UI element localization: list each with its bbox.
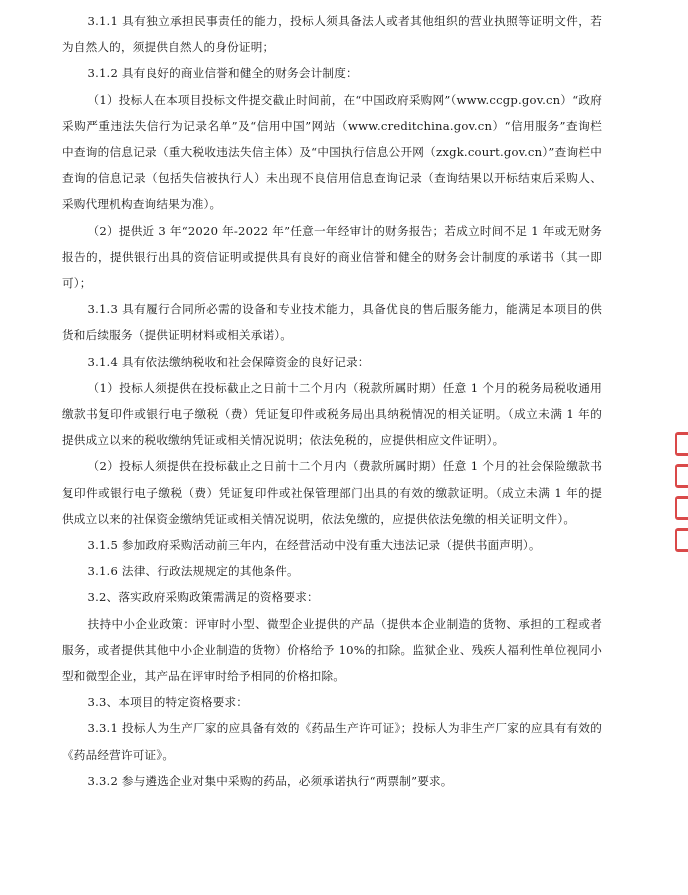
paragraph-3-1-4: 3.1.4 具有依法缴纳税收和社会保障资金的良好记录：: [87, 354, 370, 369]
paragraph-3-2: 3.2、落实政府采购政策需满足的资格要求：: [87, 590, 319, 605]
paragraph-3-1-2-item-1: （1）投标人在本项目投标文件提交截止时间前，在“中国政府采购网”（www.ccgp.gov.cn）“政府采购严重违法失信行为记录名单”及“信用中国”网站（www.creditchina.gov.cn）“信用服务”查询栏中查询的信息记录（重大税收违法失信主体）及“中国执行信息公开网（zxgk.court.gov.cn）”查询栏中查询的信息记录（包括失信被执行人）未出现不良信用信息查询记录（查询结果以开标结束后采购人、采购代理机构查询结果为准）。: [62, 92, 602, 212]
paragraph-3-3-1: 3.3.1 投标人为生产厂家的应具备有效的《药品生产许可证》；投标人为非生产厂家的应具有有效的《药品经营许可证》。: [62, 721, 602, 762]
paragraph-3-1-2: 3.1.2 具有良好的商业信誉和健全的财务会计制度：: [87, 66, 358, 81]
seal-mark: [675, 464, 688, 488]
paragraph-sme-policy: 扶持中小企业政策：评审时小型、微型企业提供的产品（提供本企业制造的货物、承担的工程或者服务，或者提供其他中小企业制造的货物）价格给予 10%的扣除。监狱企业、残疾人福利性单位视同小型和微型企业，其产品在评审时给予相同的价格扣除。: [62, 616, 602, 684]
paragraph-3-1-1: 3.1.1 具有独立承担民事责任的能力，投标人须具备法人或者其他组织的营业执照等证明文件，若为自然人的，须提供自然人的身份证明；: [62, 14, 602, 55]
paragraph-3-3: 3.3、本项目的特定资格要求：: [87, 695, 249, 710]
paragraph-3-1-4-item-2: （2）投标人须提供在投标截止之日前十二个月内（费款所属时期）任意 1 个月的社会保险缴款书复印件或银行电子缴税（费）凭证复印件或社保管理部门出具的有效的缴款证明。（成立未满 1 年的提供成立以来的社保资金缴纳凭证或相关情况说明，依法免缴的，应提供依法免缴的相关证明文件）。: [62, 459, 602, 526]
document-page: [62, 8, 602, 794]
paragraph-3-3-2: 3.3.2 参与遴选企业对集中采购的药品，必须承诺执行“两票制”要求。: [87, 773, 453, 788]
seal-mark: [675, 496, 688, 520]
paragraph-3-1-6: 3.1.6 法律、行政法规规定的其他条件。: [87, 564, 299, 579]
paragraph-3-1-3: 3.1.3 具有履行合同所必需的设备和专业技术能力，具备优良的售后服务能力，能满足本项目的供货和后续服务（提供证明材料或相关承诺）。: [62, 302, 602, 343]
paragraph-3-1-5: 3.1.5 参加政府采购活动前三年内，在经营活动中没有重大违法记录（提供书面声明）。: [87, 538, 541, 553]
seal-mark: [675, 528, 688, 552]
paragraph-3-1-2-item-2: （2）提供近 3 年“2020 年-2022 年”任意一年经审计的财务报告；若成立时间不足 1 年或无财务报告的，提供银行出具的资信证明或提供具有良好的商业信誉和健全的财务会计制度的承诺书（其一即可）；: [62, 223, 602, 291]
seal-mark: [675, 432, 688, 456]
red-seal-fragment: [672, 432, 688, 552]
paragraph-3-1-4-item-1: （1）投标人须提供在投标截止之日前十二个月内（税款所属时期）任意 1 个月的税务局税收通用缴款书复印件或银行电子缴税（费）凭证复印件或税务局出具纳税情况的相关证明。（成立未满 1 年的提供成立以来的税收缴纳凭证或相关情况说明；依法免税的，应提供相应文件证明）。: [62, 380, 602, 448]
